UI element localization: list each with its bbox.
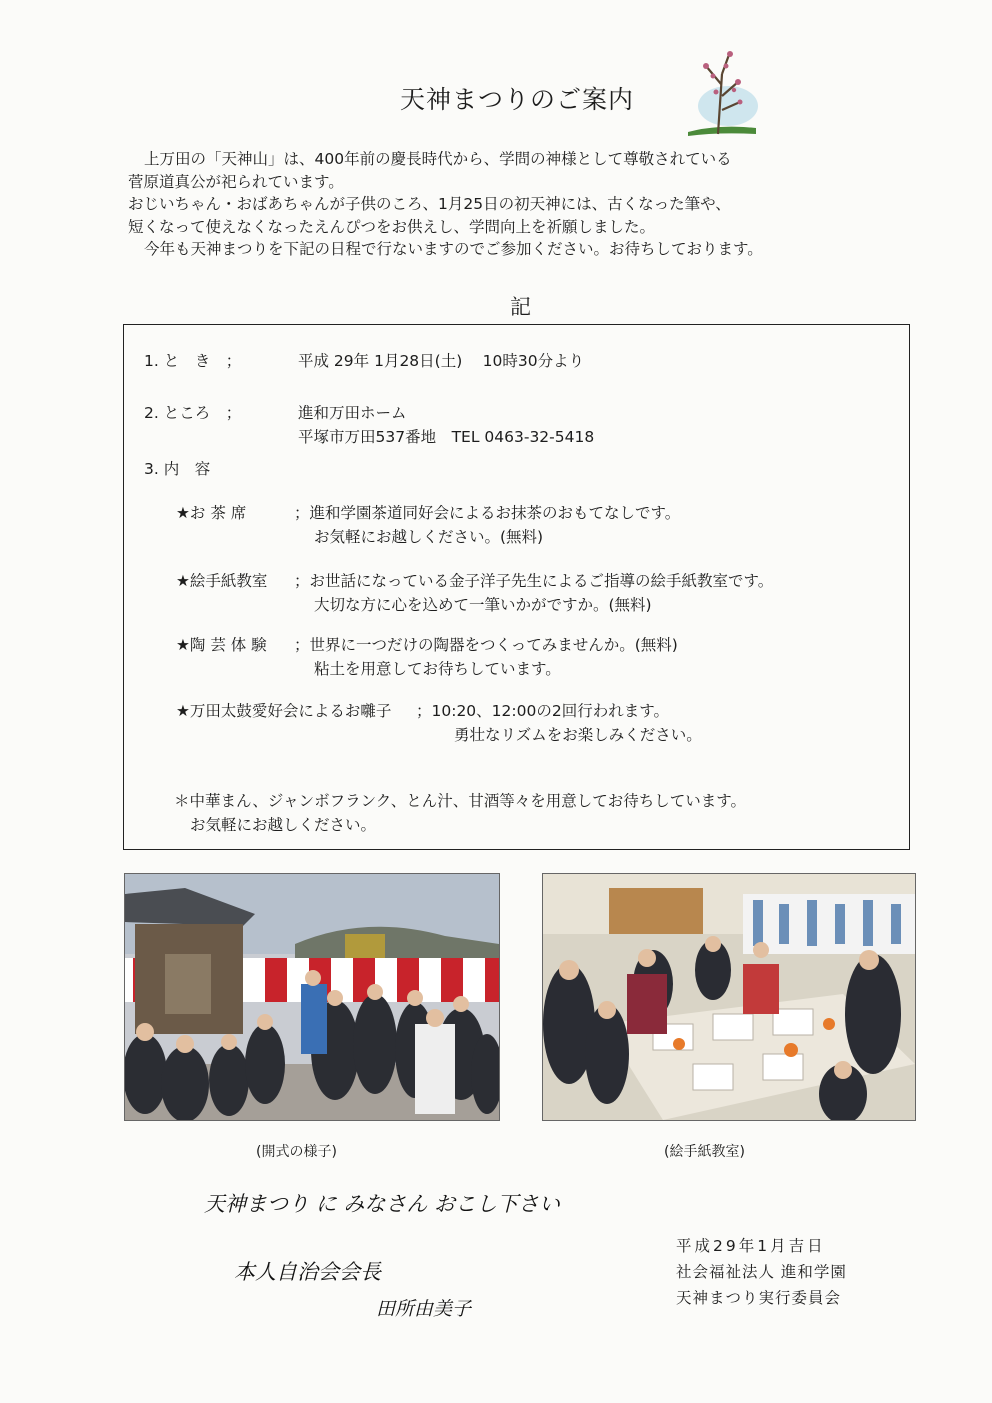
event-desc: ；10:20、12:00の2回行われます。	[416, 702, 669, 720]
intro-line: おじいちゃん・おばあちゃんが子供のころ、1月25日の初天神には、古くなった筆や、	[128, 195, 731, 213]
handwritten-invitation: 天神まつり に みなさん おこし下さい	[204, 1192, 561, 1216]
signature-block	[676, 1233, 847, 1311]
event-desc-2: お気軽にお越しください。(無料)	[314, 528, 544, 546]
event-name: ★万田太鼓愛好会によるお囃子	[176, 702, 392, 720]
page-title: 天神まつりのご案内	[400, 85, 635, 114]
event-desc: ；世界に一つだけの陶器をつくってみませんか。(無料)	[294, 636, 678, 654]
photo2-caption: (絵手紙教室)	[664, 1144, 745, 1160]
signature-org: 社会福祉法人 進和学園	[676, 1263, 847, 1281]
intro-line: 短くなって使えなくなったえんぴつをお供えし、学問向上を祈願しました。	[128, 217, 656, 236]
photo1-caption: (開式の様子)	[256, 1144, 337, 1160]
event-desc: ；お世話になっている金子洋子先生によるご指導の絵手紙教室です。	[294, 572, 774, 590]
ki-heading: 記	[510, 295, 531, 319]
when-value: 平成 29年 1月28日(土) 10時30分より	[298, 352, 585, 370]
where-label: 2. ところ ；	[144, 404, 242, 422]
note-line: ＊中華まん、ジャンボフランク、とん汁、甘酒等々を用意してお待ちしています。	[174, 792, 746, 810]
event-desc-2: 粘土を用意してお待ちしています。	[314, 660, 561, 678]
when-label: 1. と き ；	[144, 352, 242, 370]
note-line-2: お気軽にお越しください。	[190, 816, 377, 834]
intro-line: 今年も天神まつりを下記の日程で行ないますのでご参加ください。お待ちしております。	[144, 240, 763, 258]
where-name: 進和万田ホーム	[298, 404, 407, 422]
signature-committee: 天神まつり実行委員会	[676, 1289, 842, 1307]
intro-line: 上万田の「天神山」は、400年前の慶長時代から、学問の神様として尊敬されている	[144, 150, 732, 168]
event-name: ★お 茶 席	[176, 504, 247, 522]
event-desc: ；進和学園茶道同好会によるお抹茶のおもてなしです。	[294, 504, 681, 522]
content-label: 3. 内 容	[144, 460, 211, 478]
intro-line: 菅原道真公が祀られています。	[128, 172, 344, 191]
details-box	[123, 324, 910, 850]
signature-date: 平成29年1月吉日	[676, 1237, 826, 1255]
event-desc-2: 勇壮なリズムをお楽しみください。	[454, 726, 702, 744]
intro-paragraph	[128, 148, 888, 261]
opening-ceremony-photo	[124, 873, 500, 1121]
where-address: 平塚市万田537番地 TEL 0463-32-5418	[298, 428, 595, 446]
event-name: ★陶 芸 体 験	[176, 636, 267, 654]
plum-blossom-icon	[678, 44, 762, 140]
handwritten-title: 本人自治会会長	[234, 1260, 381, 1284]
picture-letter-class-photo	[542, 873, 916, 1121]
event-name: ★絵手紙教室	[176, 572, 268, 590]
event-desc-2: 大切な方に心を込めて一筆いかがですか。(無料)	[314, 596, 652, 614]
handwritten-name: 田所由美子	[376, 1298, 472, 1320]
